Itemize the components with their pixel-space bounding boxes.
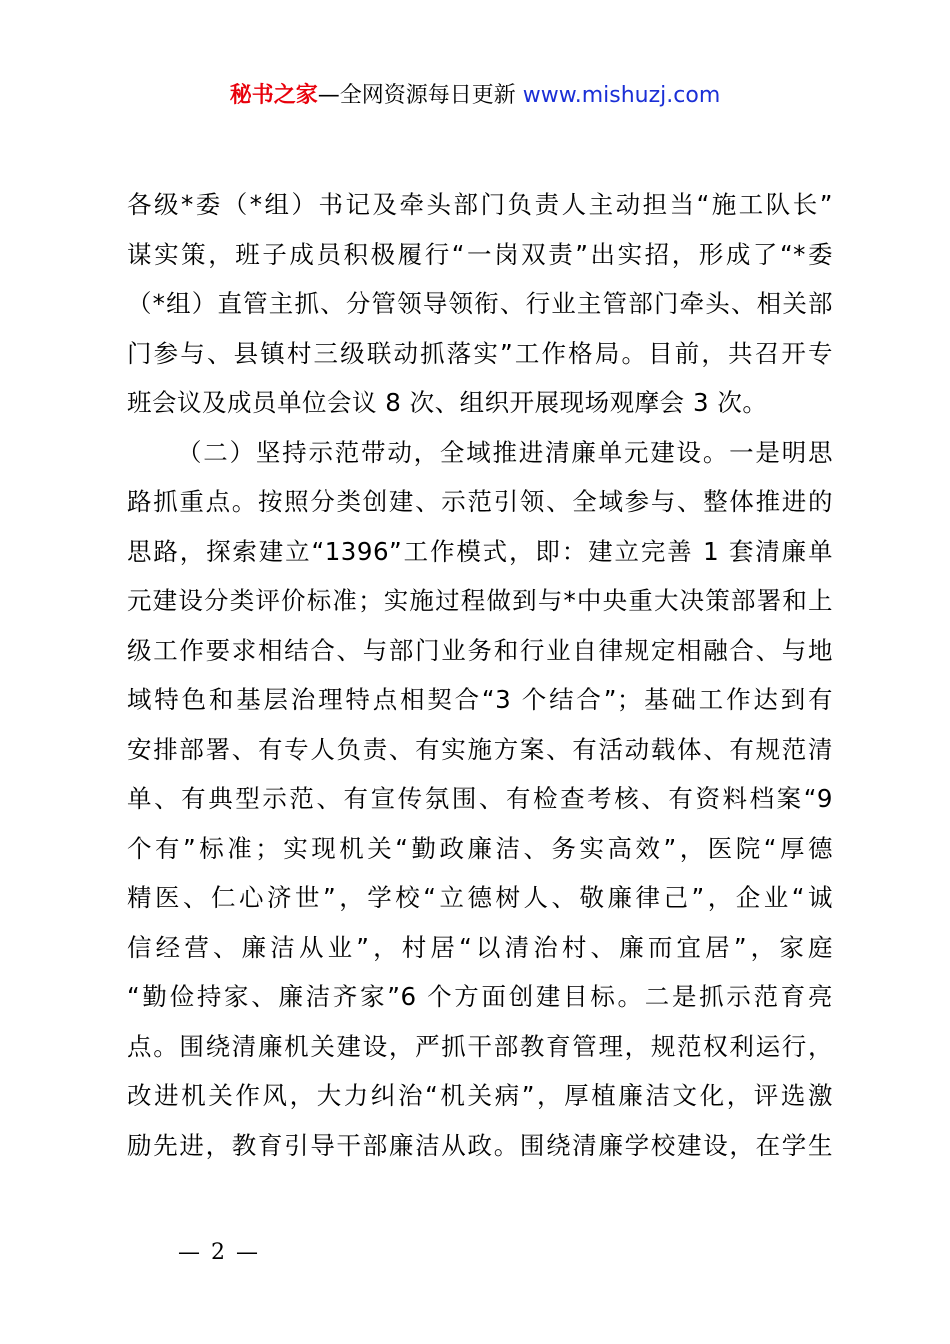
body-line: 改进机关作风，大力纠治“机关病”，厚植廉洁文化，评选激 <box>127 1081 833 1110</box>
body-line: 域特色和基层治理特点相契合“3 个结合”；基础工作达到有 <box>127 685 833 714</box>
body-line: 谋实策，班子成员积极履行“一岗双责”出实招，形成了“*委 <box>127 239 833 269</box>
body-line: 各级*委（*组）书记及牵头部门负责人主动担当“施工队长” <box>127 190 833 219</box>
body-line: （*组）直管主抓、分管领导领衔、行业主管部门牵头、相关部 <box>127 289 833 318</box>
body-line: 精医、仁心济世”，学校“立德树人、敬廉律己”，企业“诚 <box>127 883 833 912</box>
site-banner <box>0 80 950 112</box>
body-line: 元建设分类评价标准；实施过程做到与*中央重大决策部署和上 <box>127 586 833 615</box>
body-line: 励先进，教育引导干部廉洁从政。围绕清廉学校建设，在学生 <box>127 1130 833 1160</box>
body-line: 信经营、廉洁从业”，村居“以清治村、廉而宜居”，家庭 <box>127 932 833 962</box>
body-line: 个有”标准；实现机关“勤政廉洁、务实高效”，医院“厚德 <box>127 833 833 863</box>
body-line: 单、有典型示范、有宣传氛围、有检查考核、有资料档案“9 <box>127 784 833 813</box>
body-line: 路抓重点。按照分类创建、示范引领、全域参与、整体推进的 <box>127 487 833 516</box>
body-line: “勤俭持家、廉洁齐家”6 个方面创建目标。二是抓示范育亮 <box>127 982 833 1011</box>
document-body <box>127 180 833 1170</box>
brand-name: 秘书之家 <box>229 83 318 108</box>
body-line: 安排部署、有专人负责、有实施方案、有活动载体、有规范清 <box>127 734 833 764</box>
body-line: 级工作要求相结合、与部门业务和行业自律规定相融合、与地 <box>127 635 833 665</box>
website-link[interactable]: www.mishuzj.com <box>522 83 721 108</box>
body-line: （二）坚持示范带动，全域推进清廉单元建设。一是明思 <box>177 437 833 467</box>
body-line: 思路，探索建立“1396”工作模式，即：建立完善 1 套清廉单 <box>127 536 833 566</box>
page-number: — 2 — <box>178 1240 260 1265</box>
body-line: 班会议及成员单位会议 8 次、组织开展现场观摩会 3 次。 <box>127 388 768 417</box>
body-line: 门参与、县镇村三级联动抓落实”工作格局。目前，共召开专 <box>127 338 833 368</box>
banner-tagline: —全网资源每日更新 <box>317 83 523 108</box>
body-line: 点。围绕清廉机关建设，严抓干部教育管理，规范权利运行， <box>127 1031 833 1061</box>
